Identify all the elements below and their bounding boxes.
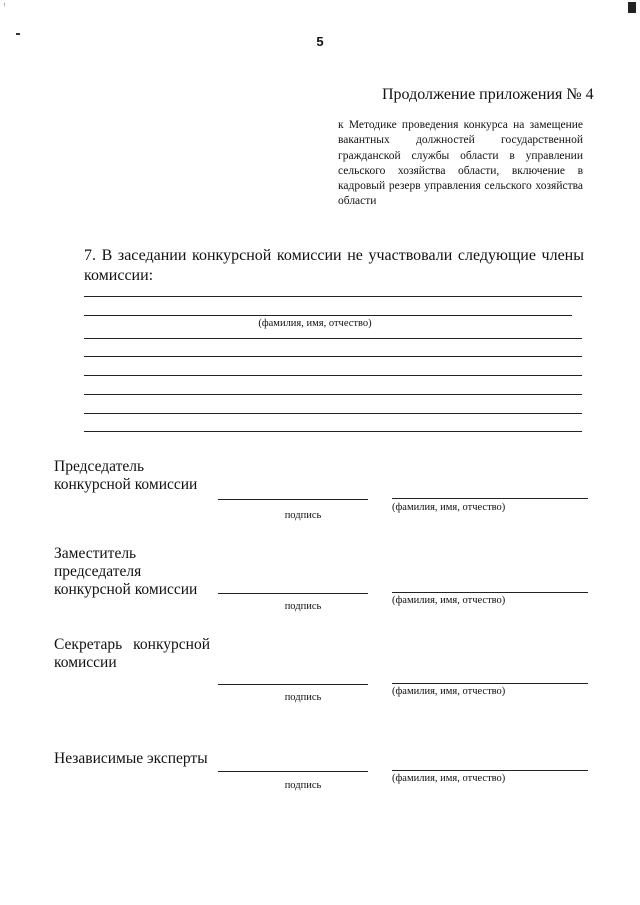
signature-caption: подпись (284, 692, 322, 703)
name-line (392, 592, 588, 593)
blank-line (84, 356, 582, 357)
full-name-caption: (фамилия, имя, отчество) (258, 318, 372, 329)
blank-line (84, 375, 582, 376)
role-independent-experts: Независимые эксперты (54, 750, 208, 767)
name-caption: (фамилия, имя, отчество) (392, 686, 506, 697)
appendix-subtitle: к Методике проведения конкурса на замещение вакантных должностей государственной гражданской службы области в управлении сельского хозяйства области, включение в кадровый резерв управления сельского хозяйства области (338, 119, 583, 208)
role-deputy-chairman: Заместитель председателя конкурсной комиссии (54, 545, 198, 598)
signature-line (218, 684, 368, 685)
blank-line (84, 315, 572, 316)
signature-caption: подпись (284, 601, 322, 612)
blank-line (84, 338, 582, 339)
scan-mark-top-left: ᵎ (4, 0, 6, 10)
scan-mark-top-right (628, 2, 636, 13)
signature-line (218, 499, 368, 500)
name-line (392, 498, 588, 499)
name-caption: (фамилия, имя, отчество) (392, 773, 506, 784)
appendix-title: Продолжение приложения № 4 (382, 86, 594, 103)
name-caption: (фамилия, имя, отчество) (392, 502, 506, 513)
blank-line (84, 394, 582, 395)
name-line (392, 683, 588, 684)
signature-line (218, 593, 368, 594)
blank-line (84, 296, 582, 297)
name-caption: (фамилия, имя, отчество) (392, 595, 506, 606)
signature-line (218, 771, 368, 772)
signature-caption: подпись (284, 510, 322, 521)
role-secretary: Секретарь конкурсной комиссии (54, 636, 210, 671)
name-line (392, 770, 588, 771)
blank-line (84, 413, 582, 414)
section-7-text: 7. В заседании конкурсной комиссии не участвовали следующие члены комиссии: (84, 247, 584, 284)
role-chairman: Председатель конкурсной комиссии (54, 458, 198, 493)
blank-line (84, 431, 582, 432)
page-number: 5 (316, 34, 324, 49)
signature-caption: подпись (284, 780, 322, 791)
